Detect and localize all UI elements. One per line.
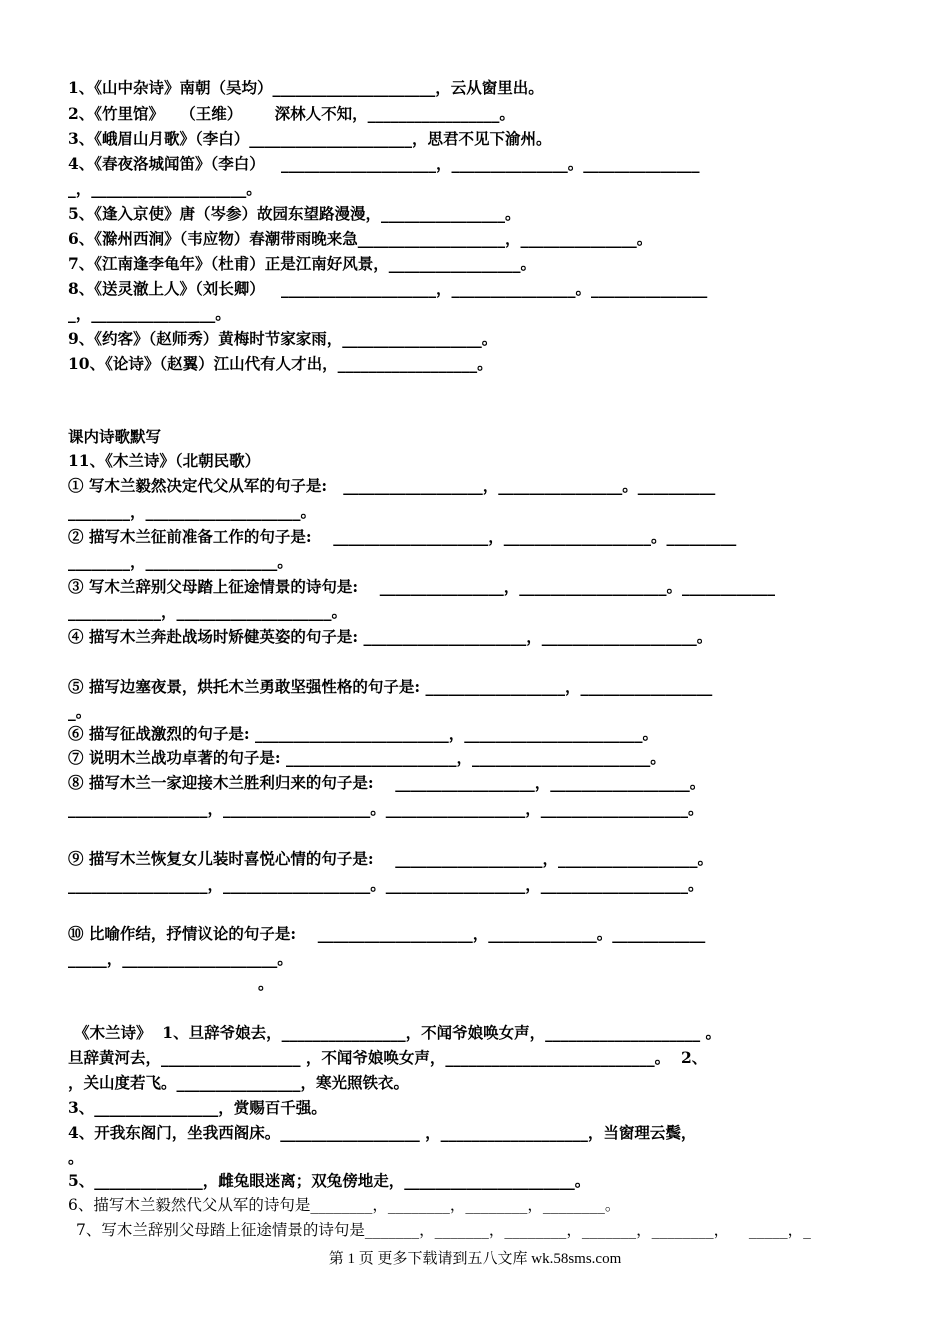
text-line: 6、《滁州西涧》（韦应物）春潮带雨晚来急___________________，_______________。 bbox=[68, 229, 653, 248]
text-line: __________________，___________________。__________________，___________________。 bbox=[68, 875, 704, 894]
text-line: 7、《江南逢李龟年》（杜甫）正是江南好风景，_________________。 bbox=[68, 254, 537, 273]
text-line: _。 bbox=[68, 702, 92, 721]
text-line: 5、《逢入京使》唐（岑参）故园东望路漫漫，________________。 bbox=[68, 204, 521, 223]
page-footer: 第 1 页 更多下载请到五八文库 wk.58sms.com bbox=[328, 1251, 622, 1267]
text-line: ④ 描写木兰奔赴战场时矫健英姿的句子是: _____________________，____________________。 bbox=[68, 627, 713, 646]
text-line: 8、《送灵澈上人》（刘长卿） ____________________，________________。_______________ bbox=[68, 279, 708, 298]
text-line: ________，____________________。 bbox=[68, 502, 317, 521]
text-line: 《木兰诗》 1、旦辞爷娘去，________________，不闻爷娘唤女声，____________________ 。 bbox=[74, 1023, 721, 1042]
text-line: 10、《论诗》（赵翼）江山代有人才出，__________________。 bbox=[68, 354, 493, 373]
text-line: ________，_________________。 bbox=[68, 552, 293, 571]
text-line: ② 描写木兰征前准备工作的句子是: ____________________，___________________。_________ bbox=[68, 527, 737, 546]
text-line: _，________________。 bbox=[68, 304, 231, 323]
text-line: 1、《山中杂诗》南朝（吴均）_____________________，云从窗里出。 bbox=[68, 78, 544, 97]
text-line: 3、________________，赏赐百千强。 bbox=[68, 1098, 327, 1117]
text-line: ⑤ 描写边塞夜景，烘托木兰勇敢坚强性格的句子是: __________________，_________________ bbox=[68, 677, 713, 696]
text-line: _，____________________。 bbox=[68, 179, 262, 198]
text-line: 6、描写木兰毅然代父从军的诗句是________，________，________，________。 bbox=[68, 1196, 621, 1214]
text-line: ⑧ 描写木兰一家迎接木兰胜利归来的句子是: __________________，__________________。 bbox=[68, 773, 706, 792]
text-line: 。 bbox=[258, 974, 274, 993]
text-line: 课内诗歌默写 bbox=[68, 427, 162, 446]
text-line: 2、《竹里馆》 （王维） 深林人不知，_________________。 bbox=[68, 104, 515, 123]
text-line: 9、《约客》（赵师秀）黄梅时节家家雨，__________________。 bbox=[68, 329, 498, 348]
text-line: ⑦ 说明木兰战功卓著的句子是: ______________________，_______________________。 bbox=[68, 748, 666, 767]
text-line: 4、《春夜洛城闻笛》（李白） ____________________，_______________。_______________ bbox=[68, 154, 700, 173]
text-line: ③ 写木兰辞别父母踏上征途情景的诗句是: ________________，___________________。____________ bbox=[68, 577, 775, 596]
text-line: 3、《峨眉山月歌》（李白）_____________________，思君不见下渝州。 bbox=[68, 129, 552, 148]
text-line: ____________，____________________。 bbox=[68, 602, 348, 621]
text-line: ⑨ 描写木兰恢复女儿装时喜悦心情的句子是: ___________________，__________________。 bbox=[68, 849, 713, 868]
text-line: ⑥ 描写征战激烈的句子是: _________________________，_______________________。 bbox=[68, 724, 659, 743]
text-line: 。 bbox=[68, 1148, 84, 1167]
text-line: ① 写木兰毅然决定代父从军的句子是: __________________，________________。__________ bbox=[68, 476, 716, 495]
text-line: 5、______________，雌兔眼迷离；双兔傍地走，______________________。 bbox=[68, 1171, 591, 1190]
text-line: 7、写木兰辞别父母踏上征途情景的诗句是_______，_______，________，_______，________， _____，_ bbox=[76, 1221, 811, 1239]
text-line: __________________，___________________。__________________，___________________。 bbox=[68, 799, 704, 818]
text-line: 11、《木兰诗》（北朝民歌） bbox=[68, 451, 261, 470]
text-line: ，关山度若飞。________________，寒光照铁衣。 bbox=[68, 1073, 410, 1092]
text-line: ⑩ 比喻作结，抒情议论的句子是: ____________________，______________。____________ bbox=[68, 924, 706, 943]
text-line: _____，____________________。 bbox=[68, 949, 293, 968]
text-line: 旦辞黄河去，__________________ ，不闻爷娘唤女声，___________________________。 2、 bbox=[68, 1048, 708, 1067]
text-line: 4、开我东阁门，坐我西阁床。__________________ ，___________________，当窗理云鬓， bbox=[68, 1123, 697, 1142]
